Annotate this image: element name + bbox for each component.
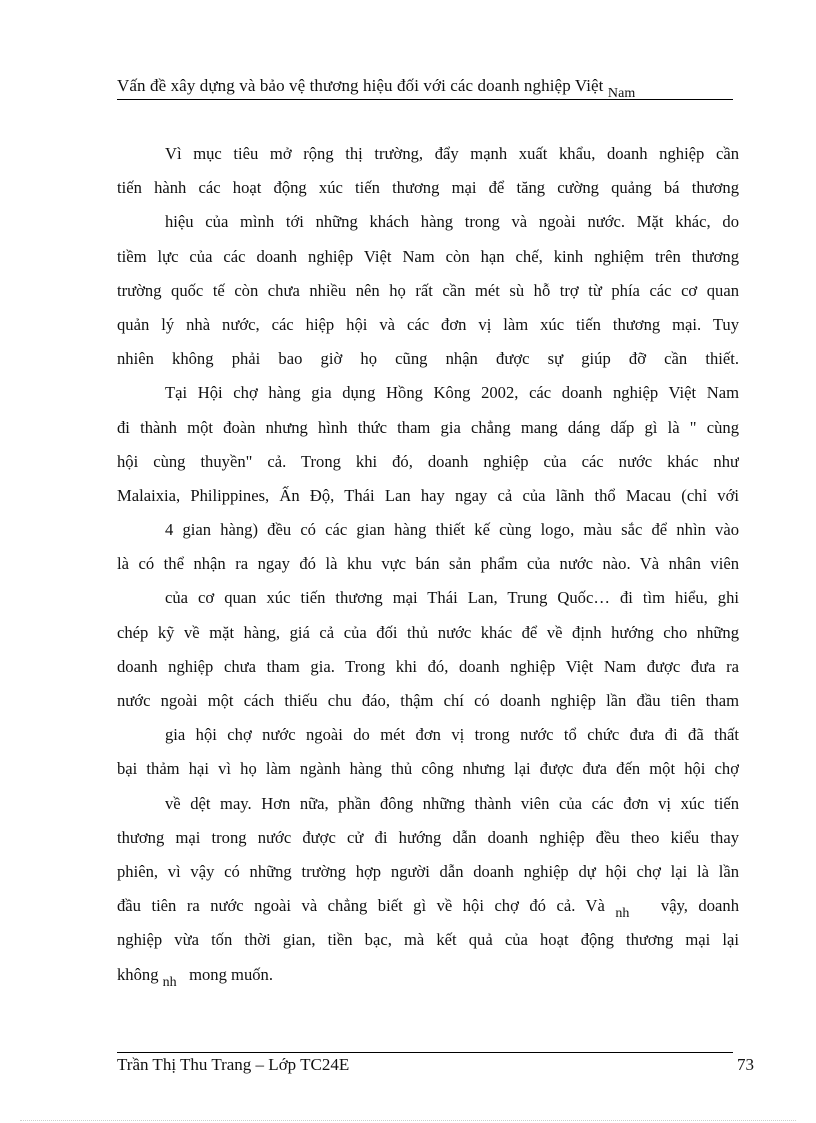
text-line: của cơ quan xúc tiến thương mại Thái Lan, Trung Quốc… đi tìm hiểu, ghi [165,588,739,608]
text-line: Vì mục tiêu mở rộng thị trường, đẩy mạnh xuất khẩu, doanh nghiệp cần [165,144,739,163]
text-line: nhiên không phải bao giờ họ cũng nhận được sự giúp đỡ cần thiết. [117,349,739,369]
text-line: nước ngoài một cách thiếu chu đáo, thậm chí có doanh nghiệp lần đầu tiên tham [117,691,739,710]
page-edge-dots [20,1120,796,1121]
text-line: phiên, vì vậy có những trường hợp người dẫn doanh nghiệp dự hội chợ lại là lần [117,861,739,881]
text-fragment: mong muốn. [189,964,273,984]
text-line [117,961,739,995]
running-header [117,76,733,101]
text-line: chép kỹ về mặt hàng, giá cả của đối thủ nước khác để về định hướng cho những [117,622,739,642]
text-line: trường quốc tế còn chưa nhiều nên họ rất cần mét sù hỗ trợ từ phía các cơ quan [117,280,739,300]
text-line: Malaixia, Philippines, Ấn Độ, Thái Lan hay ngay cả của lãnh thổ Macau (chỉ với [117,485,739,505]
text-line: là có thể nhận ra ngay đó là khu vực bán sản phẩm của nước nào. Và nhân viên [117,554,739,574]
text-line: tiềm lực của các doanh nghiệp Việt Nam còn hạn chế, kinh nghiệm trên thương [117,246,739,266]
text-fragment-sub: nh [615,906,630,922]
text-line: doanh nghiệp chưa tham gia. Trong khi đó, doanh nghiệp Việt Nam được đưa ra [117,656,739,676]
text-fragment: không [117,964,159,984]
text-line: 4 gian hàng) đều có các gian hàng thiết kế cùng logo, màu sắc để nhìn vào [165,520,739,540]
text-fragment-sub: nh [162,974,177,990]
text-line: quản lý nhà nước, các hiệp hội và các đơn vị làm xúc tiến thương mại. Tuy [117,314,739,334]
text-line: bại thảm hại vì họ làm ngành hàng thủ công nhưng lại được đưa đến một hội chợ [117,759,739,779]
text-line: hiệu của mình tới những khách hàng trong và ngoài nước. Mặt khác, do [165,212,739,232]
text-line: nghiệp vừa tốn thời gian, tiền bạc, mà kết quả của hoạt động thương mại lại [117,930,739,950]
text-line: thương mại trong nước được cử đi hướng dẫn doanh nghiệp đều theo kiểu thay [117,827,739,847]
text-line: đi thành một đoàn nhưng hình thức tham gia chẳng mang dáng dấp gì là " cùng [117,417,739,437]
body-text [117,140,739,995]
footer-author: Trần Thị Thu Trang – Lớp TC24E [117,1055,350,1074]
header-rule [117,99,733,100]
text-line: hội cùng thuyền" cả. Trong khi đó, doanh nghiệp của các nước khác như [117,451,739,471]
text-fragment: đầu tiên ra nước ngoài và chẳng biết gì về hội chợ đó cả. Và [117,896,605,916]
text-line [117,892,739,926]
footer-rule [117,1052,733,1053]
page-number: 73 [737,1055,754,1074]
text-line: gia hội chợ nước ngoài do mét đơn vị trong nước tổ chức đưa đi đã thất [165,725,739,745]
text-line: về dệt may. Hơn nữa, phần đông những thành viên của các đơn vị xúc tiến [165,793,739,813]
text-line: Tại Hội chợ hàng gia dụng Hồng Kông 2002, các doanh nghiệp Việt Nam [165,383,739,403]
header-title: Vấn đề xây dựng và bảo vệ thương hiệu đối với các doanh nghiệp Việt [117,76,604,95]
text-fragment: vậy, doanh [660,896,739,916]
header-title-tail: Nam [607,86,636,101]
text-line: tiến hành các hoạt động xúc tiến thương mại để tăng cường quảng bá thương [117,178,739,198]
